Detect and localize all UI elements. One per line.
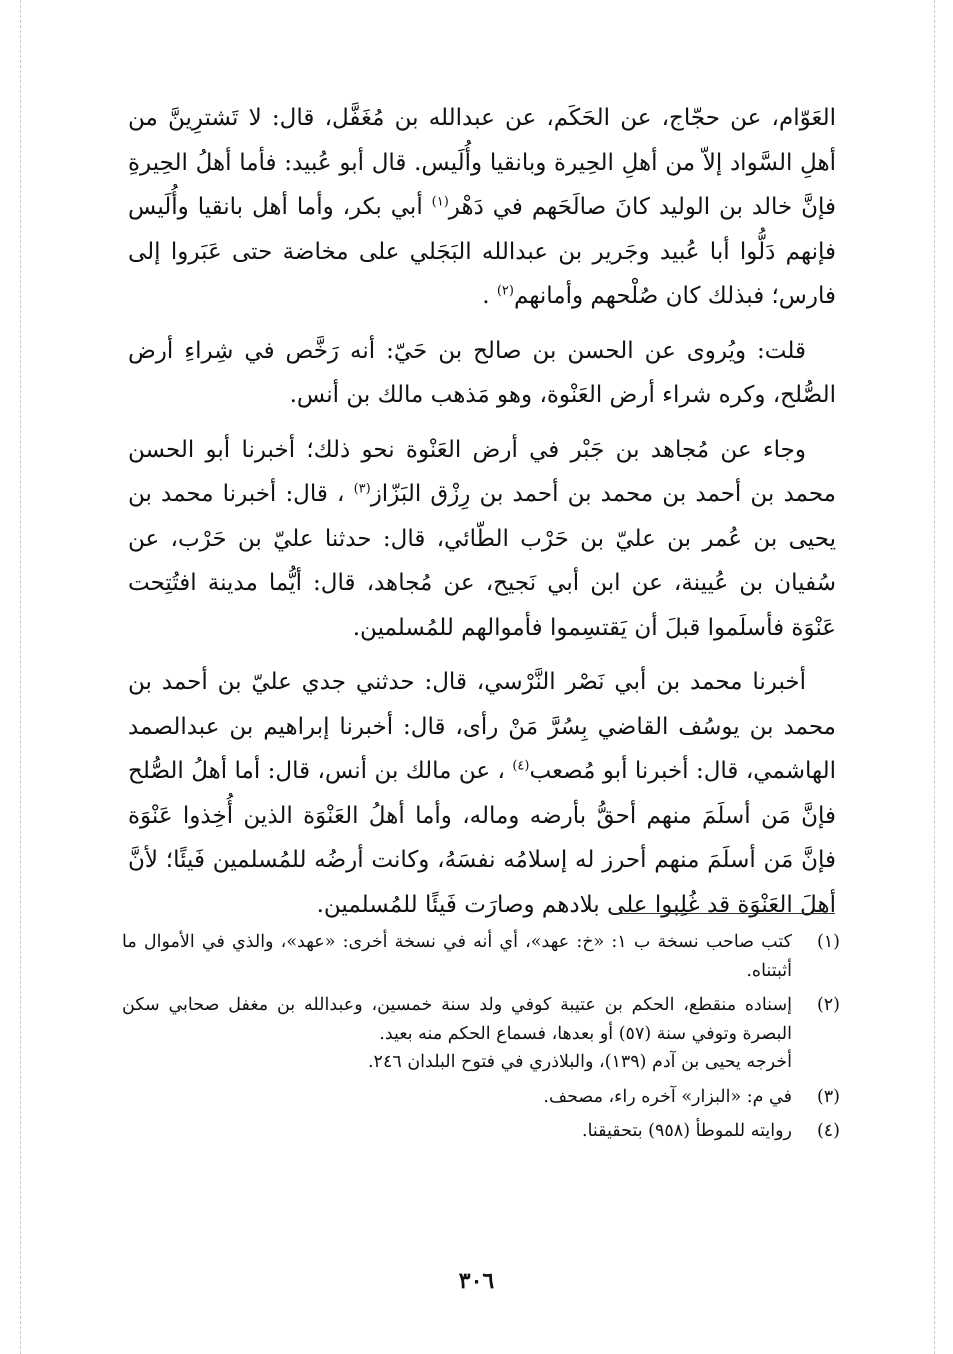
footnote-text bbox=[122, 1117, 792, 1146]
footnote-line: أخرجه يحيى بن آدم (١٣٩)، والبلاذري في فتوح البلدان ٢٤٦. bbox=[367, 1052, 792, 1072]
footnote-ref-4: (٤) bbox=[512, 758, 530, 774]
footnote-line: إسناده منقطع، الحكم بن عتيبة كوفي ولد سنة خمسين، وعبدالله بن مغفل صحابي سكن البصرة وتوفي سنة (٥٧) أو بعدها، فسماع الحكم منه بعيد. bbox=[122, 995, 792, 1044]
paragraph-4-text-b: ، عن مالك بن أنس، قال: أما أهلُ الصُّلح فإنَّ مَن أسلَمَ منهم أحقُّ بأرضه وماله، وأما أهلُ العَنْوَة الذين أُخِذوا عَنْوَة فإنَّ مَن أسلَمَ منهم أحرز له إسلامُه نفسَهُ، وكانت أرضُه للمُسلمين فَيئًا؛ لأنَّ أهلَ العَنْوَة قد غُلِبوا على بلادهم وصارَت فَيئًا للمُسلمين. bbox=[128, 758, 836, 918]
paragraph-1-text-a: العَوّام، عن حجّاج، عن الحَكَم، عن عبدالله بن مُغَفَّل، قال: لا تَشترِينَّ من أهلِ السَّواد إلاّ من أهلِ الحِيرة وبانقيا وأُلَيس. قال أبو عُبيد: فأما أهلُ الحِيرةِ فإنَّ خالد بن الوليد كانَ صالَحَهم في دَهْر bbox=[128, 105, 836, 220]
paragraph-4-text-a: أخبرنا محمد بن أبي نَصْر النَّرْسي، قال: حدثني جدي عليّ بن أحمد بن محمد بن يوسُف القاضي بِسُرَّ مَنْ رأى، قال: أخبرنا إبراهيم بن عبدالصمد الهاشمي، قال: أخبرنا أبو مُصعب bbox=[128, 669, 836, 784]
paragraph-2: قلت: ويُروى عن الحسن بن صالح بن حَيّ: أنه رَخَّص في شِراءِ أرض الصُّلح، وكره شراء أرض العَنْوة، وهو مَذهب مالك بن أنس. bbox=[128, 337, 836, 408]
footnote-2 bbox=[122, 991, 840, 1077]
footnote-1 bbox=[122, 928, 840, 985]
footnote-text bbox=[122, 928, 792, 985]
paragraph-3-text-a: وجاء عن مُجاهد بن جَبْر في أرض العَنْوة نحو ذلك؛ أخبرنا أبو الحسن محمد بن أحمد بن محمد بن أحمد بن رِزْق البَزّاز bbox=[128, 436, 836, 507]
footnote-number: (٤) bbox=[816, 1121, 840, 1141]
footnote-line: في م: «البزار» آخره راء، مصحف. bbox=[543, 1086, 792, 1107]
paragraph-1 bbox=[128, 96, 836, 319]
main-text bbox=[128, 96, 836, 937]
paragraph-4 bbox=[128, 660, 836, 927]
footnote-number: (٢) bbox=[816, 995, 840, 1015]
paragraph-3-text-b: ، قال: أخبرنا محمد بن يحيى بن عُمر بن عليّ بن حَرْب الطّائي، قال: حدثنا عليّ بن حَرْب، عن سُفيان بن عُيينة، عن ابن أبي نَجيح، عن مُجاهد، قال: أيُّما مدينة افتُتِحت عَنْوَة فأسلَموا قبلَ أن يَقتسِموا فأموالهم للمُسلمين. bbox=[128, 481, 836, 641]
footnote-line: كتب صاحب نسخة ب ١: «خ: عهد»، أي أنه في نسخة أخرى: «عهد»، والذي في الأموال ما أثبتناه. bbox=[122, 932, 792, 981]
paragraph-1-text-b: أبي بكر، وأما أهل بانقيا وأُلَيس فإنهم دَلُّوا أبا عُبيد وجَرير بن عبدالله البَجَلي على مخاضة حتى عَبَروا إلى فارس؛ فبذلك كان صُلْحهم وأمانهم bbox=[128, 194, 836, 309]
page-number: ٣٠٦ bbox=[458, 1268, 495, 1294]
footnote-3 bbox=[122, 1083, 840, 1112]
footnote-ref-1: (١) bbox=[431, 194, 449, 210]
right-margin-guide bbox=[934, 0, 935, 1354]
footnote-separator bbox=[610, 913, 835, 914]
footnote-number: (١) bbox=[816, 932, 840, 952]
footnote-ref-3: (٣) bbox=[353, 481, 371, 497]
footnote-4 bbox=[122, 1117, 840, 1146]
footnote-line: روايته للموطأ (٩٥٨) بتحقيقنا. bbox=[582, 1121, 792, 1141]
footnotes bbox=[122, 928, 840, 1152]
footnote-number: (٣) bbox=[816, 1086, 840, 1107]
footnote-text bbox=[122, 1083, 792, 1112]
left-margin-guide bbox=[20, 0, 21, 1354]
paragraph-3 bbox=[128, 428, 836, 651]
footnote-text bbox=[122, 991, 792, 1077]
paragraph-1-text-c: . bbox=[482, 283, 497, 309]
footnote-ref-2: (٢) bbox=[496, 283, 514, 299]
